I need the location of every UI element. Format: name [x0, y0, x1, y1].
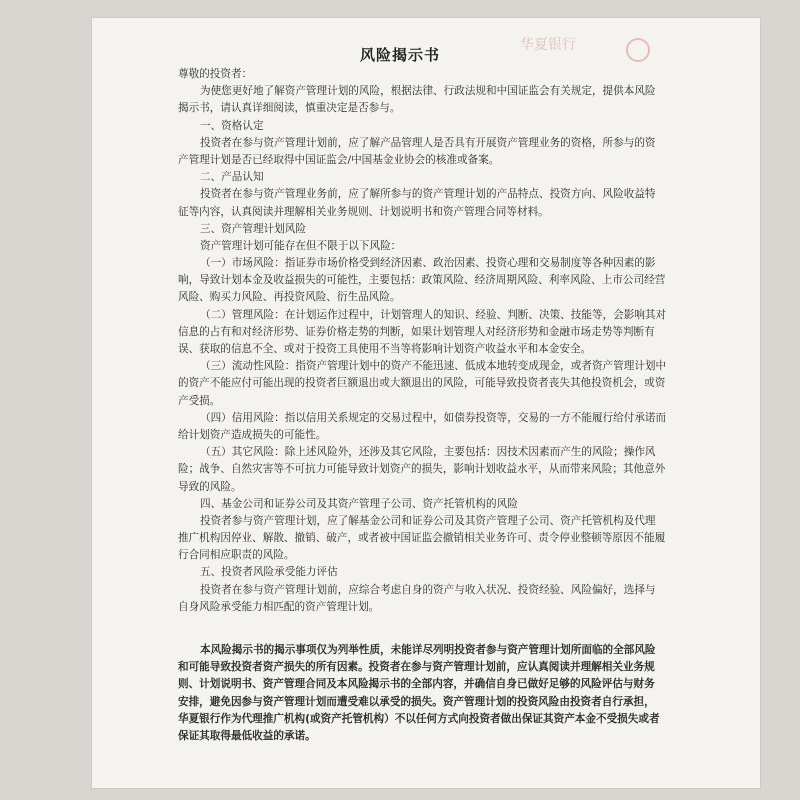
lines-line: 揭示书，请认真详细阅读，慎重决定是否参与。: [178, 102, 401, 115]
lines-line: 自身风险承受能力相匹配的资产管理计划。: [178, 600, 380, 613]
lines-line: 险；战争、自然灾害等不可抗力可能导致计划资产的损失，影响计划收益水平，从而带来风险；其他意外: [178, 463, 666, 476]
lines-line: 资产管理计划可能存在但不限于以下风险：: [200, 239, 402, 252]
lines-line: 响，导致计划本金及收益损失的可能性，主要包括：政策风险、经济周期风险、利率风险、上市公司经营: [178, 274, 666, 287]
bank-logo-text: 华夏银行: [520, 37, 576, 53]
bold_lines-line: 保证其取得最低收益的承诺。: [178, 729, 316, 742]
lines-line: 信息的占有和对经济形势、证券价格走势的判断，如果计划管理人对经济形势和金融市场走势等判断有: [178, 325, 655, 338]
bold_lines-line: 和可能导致投资者资产损失的所有因素。投资者在参与资产管理计划前，应认真阅读并理解相关业务规: [178, 661, 655, 674]
body-paragraphs: [178, 66, 667, 616]
document-body: [178, 66, 667, 745]
lines-line: 五、投资者风险承受能力评估: [200, 566, 338, 579]
lines-line: 导致的风险。: [178, 480, 242, 493]
lines-line: 四、基金公司和证券公司及其资产管理子公司、资产托管机构的风险: [200, 497, 518, 510]
disclaimer-paragraph: [178, 642, 660, 745]
lines-line: 给计划资产造成损失的可能性。: [178, 428, 327, 441]
bold_lines-line: 安排，避免因参与资产管理计划而遭受难以承受的损失。资产管理计划的投资风险由投资者自行承担，: [178, 695, 655, 708]
lines-line: 推广机构因停业、解散、撤销、破产，或者被中国证监会撤销相关业务许可、责令停业整顿等原因不能履: [178, 532, 666, 545]
lines-line: （一）市场风险：指证券市场价格受到经济因素、政治因素、投资心理和交易制度等各种因素的影: [200, 257, 656, 270]
lines-line: （三）流动性风险：指资产管理计划中的资产不能迅速、低成本地转变成现金，或者资产管理计划中: [200, 360, 667, 373]
lines-line: 投资者在参与资产管理计划前，应了解产品管理人是否具有开展资产管理业务的资格，所参与的资: [200, 136, 656, 149]
lines-line: 的资产不能应付可能出现的投资者巨额退出或大额退出的风险，可能导致投资者丧失其他投资机会，或资: [178, 377, 666, 390]
lines-line: （二）管理风险：在计划运作过程中，计划管理人的知识、经验、判断、决策、技能等，会影响其对: [200, 308, 667, 321]
lines-line: 投资者参与资产管理计划，应了解基金公司和证券公司及其资产管理子公司、资产托管机构及代理: [200, 514, 656, 527]
lines-line: 行合同相应职责的风险。: [178, 549, 295, 562]
lines-line: （四）信用风险：指以信用关系规定的交易过程中，如债券投资等，交易的一方不能履行给付承诺而: [200, 411, 667, 424]
lines-line: 投资者在参与资产管理计划前，应综合考虑自身的资产与收入状况、投资经验、风险偏好，选择与: [200, 583, 656, 596]
lines-line: 投资者在参与资产管理业务前，应了解所参与的资产管理计划的产品特点、投资方向、风险收益特: [200, 188, 656, 201]
lines-line: 风险、购买力风险、再投资风险、衍生品风险。: [178, 291, 401, 304]
lines-line: 一、资格认定: [200, 119, 264, 132]
lines-line: 三、资产管理计划风险: [200, 222, 306, 235]
lines-line: 误、获取的信息不全、或对于投资工具使用不当等将影响计划资产收益水平和本金安全。: [178, 343, 592, 355]
lines-line: （五）其它风险：除上述风险外，还涉及其它风险，主要包括：因技术因素而产生的风险；操作风: [200, 446, 656, 459]
lines-line: 二、产品认知: [200, 171, 264, 184]
bold_lines-line: 则、计划说明书、资产管理合同及本风险揭示书的全部内容，并确信自身已做好足够的风险评估与财务: [178, 678, 655, 691]
lines-line: 产受损。: [178, 394, 221, 407]
lines-line: 尊敬的投资者：: [178, 68, 253, 80]
bold_lines-line: 华夏银行作为代理推广机构(或资产托管机构）不以任何方式向投资者做出保证其资产本金不受损失或者: [178, 712, 660, 725]
lines-line: 产管理计划是否已经取得中国证监会/中国基金业协会的核准或备案。: [178, 153, 500, 166]
page-title: 风险揭示书: [359, 46, 440, 64]
bold_lines-line: 本风险揭示书的揭示事项仅为列举性质，未能详尽列明投资者参与资产管理计划所面临的全部风险: [200, 644, 656, 656]
lines-line: 为使您更好地了解资产管理计划的风险，根据法律、行政法规和中国证监会有关规定，提供本风险: [200, 85, 656, 98]
lines-line: 征等内容，认真阅读并理解相关业务规则、计划说明书和资产管理合同等材料。: [178, 205, 549, 218]
